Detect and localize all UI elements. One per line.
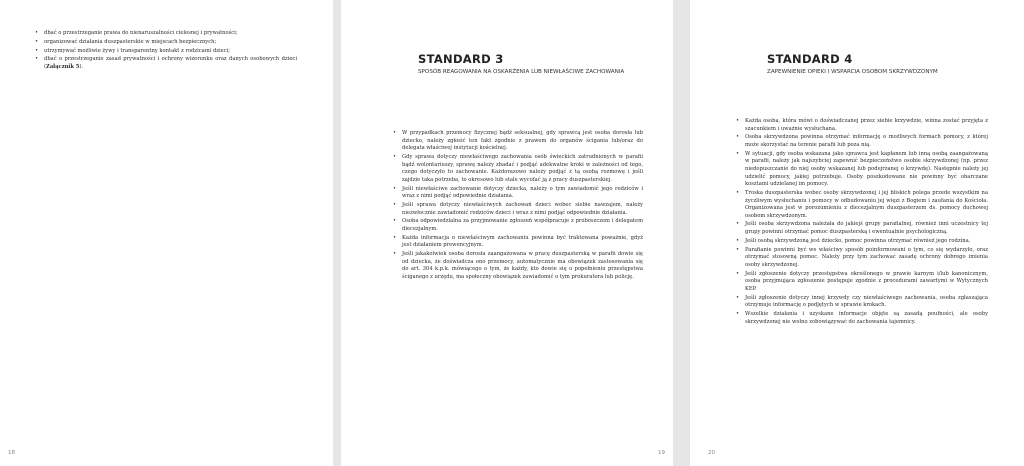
document-page-18 [0,0,333,466]
list-item: • Osoba skrzywdzona powinna otrzymać informację o możliwych formach pomocy, z której może skorzystać na terenie parafii lub poza nią. [736,134,988,149]
list-item: • Troska duszpasterska wobec osoby skrzywdzonej i jej bliskich polega przede wszystkim na życzliwym wysłuchaniu i pomocy w odbudowaniu jej więzi z Bogiem i zaufania do Kościoła. Organizowana jest w porozumieniu z diecezjalnym duszpasterzem ds. pomocy duchowej osobom skrzywdzonym. [736,190,988,220]
list-item: • Każda osoba, która mówi o doświadczanej przez siebie krzywdzie, winna zostać przyjęta z szacunkiem i uważnie wysłuchana. [736,118,988,133]
list-item: • Gdy sprawa dotyczy niewłaściwego zachowania osób świeckich zatrudnionych w parafii bądź wolontariuszy, sprawę należy zbadać i podjąć adekwatne kroki w zależności od tego, czego dotyczyło to zachowanie. Każdorazowo należy podjąć z tą osobą rozmowę i jeśli zajdzie taka potrzeba, to okresowo lub stale wycofać ją z pracy duszpasterskiej. [393,154,643,184]
list-item: • Jeśli niewłaściwe zachowanie dotyczy dziecka, należy o tym zawiadomić jego rodziców i wraz z nimi podjąć odpowiednie działania. [393,186,643,201]
standard-subtitle: SPOSÓB REAGOWANIA NA OSKARŻENIA LUB NIEWŁAŚCIWE ZACHOWANIA [418,69,625,75]
list-item: • dbać o przestrzeganie prawa do nienaruszalności cielesnej i prywatności; [35,30,297,38]
page-number: 20 [708,450,715,456]
list-item: • W sytuacji, gdy osoba wskazana jako sprawca jest kapłanem lub inną osobą zaangażowaną w parafii, należy jak najszybciej zapewnić bezpieczeństwo osobie skrzywdzonej (np. przez niedopuszczanie do niej osoby wskazanej lub podejrzanej o krzywdę). Następnie należy jej udzielić pomocy, jakiej potrzebuje. Osoby poszkodowane nie powinny być obarczane kosztami udzielanej im pomocy. [736,151,988,189]
list-item: • Parafianie powinni być we właściwy sposób poinformowani o tym, co się wydarzyło, oraz otrzymać stosowną pomoc. Należy przy tym zachować zasadę ochrony dobrego imienia osoby skrzywdzonej. [736,247,988,270]
list-item: • Jeśli zgłoszenie dotyczy innej krzywdy czy niewłaściwego zachowania, osoba zgłaszająca otrzymuje informację o podjętych w sprawie krokach. [736,295,988,310]
list-item: • Każda informacja o niewłaściwym zachowaniu powinna być traktowana poważnie, gdyż jest działaniem prewencyjnym. [393,235,643,250]
list-item: • organizować działania duszpasterskie w miejscach bezpiecznych; [35,39,297,47]
list-item: • Jeśli sprawa dotyczy niewłaściwych zachowań dzieci wobec siebie nawzajem, należy niezwłocznie zawiadomić rodziców dzieci i wraz z nimi podjąć odpowiednie działania. [393,202,643,217]
page-number: 18 [8,450,15,456]
response-procedure-list [393,130,643,283]
page-number: 19 [658,450,665,456]
guideline-list [35,30,297,73]
list-item: • utrzymywać możliwie żywy i transparentny kontakt z rodzicami dzieci; [35,48,297,56]
list-item: • Jeśli jakakolwiek osoba dorosła zaangażowana w pracę duszpasterską w parafii dowie się od dziecka, że doświadcza ono przemocy, automatycznie ma obowiązek zastosowania się do art. 304 k.p.k. mówiącego o tym, że każdy, kto dowie się o popełnieniu przestępstwa ściganego z urzędu, ma społeczny obowiązek zawiadomić o tym prokuratora lub policję. [393,251,643,281]
list-item: • Jeśli osoba skrzywdzona należała do jakiejś grupy parafialnej, również inni uczestnicy tej grupy powinni otrzymać pomoc duszpasterską i ewentualnie psychologiczną. [736,221,988,236]
list-item: • Jeśli zgłoszenie dotyczy przestępstwa określonego w prawie karnym i/lub kanonicznym, osoba przyjmująca zgłoszenie postępuje zgodnie z procedurami zawartymi w Wytycznych KEP. [736,271,988,294]
list-item: • Osoba odpowiedzialna za przyjmowanie zgłoszeń współpracuje z proboszczem i delegatem diecezjalnym. [393,218,643,233]
support-measures-list [736,118,988,327]
standard-title: STANDARD 4 [767,52,853,66]
attachment-reference: Załącznik 5 [46,63,80,70]
list-item: • dbać o przestrzeganie zasad prywatności i ochrony wizerunku oraz danych osobowych dzieci (Załącznik 5). [35,56,297,71]
list-item: • W przypadkach przemocy fizycznej bądź seksualnej, gdy sprawcą jest osoba dorosła lub dziecko, należy zgłosić ten fakt zgodnie z prawem do organów ścigania lub/oraz do delegata właściwej instytucji kościelnej. [393,130,643,153]
standard-subtitle: ZAPEWNIENIE OPIEKI I WSPARCIA OSOBOM SKRZYWDZONYM [767,69,938,75]
standard-title: STANDARD 3 [418,52,504,66]
list-item: • Wszelkie działania i uzyskane informacje objęte są zasadą poufności, ale osoby skrzywdzonej nie wolno zobowiązywać do zachowania tajemnicy. [736,311,988,326]
list-item: • Jeśli osobą skrzywdzoną jest dziecko, pomoc powinna otrzymać również jego rodzina. [736,238,988,246]
